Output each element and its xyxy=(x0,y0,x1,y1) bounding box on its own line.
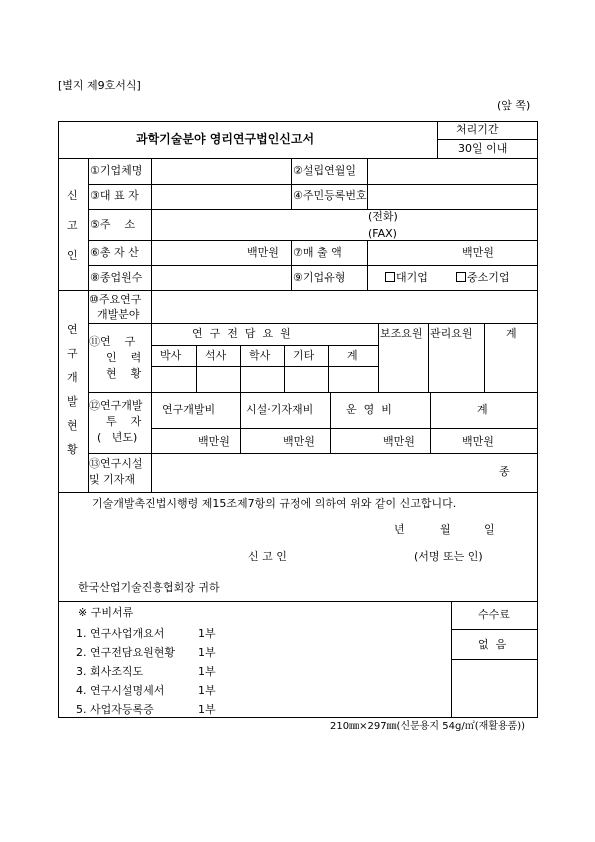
dedicated-staff-header: 연 구 전 담 요 원 xyxy=(192,327,291,340)
ceo-field[interactable] xyxy=(152,185,290,208)
sales-label: ⑦매 출 액 xyxy=(293,246,342,259)
company-name-field[interactable] xyxy=(152,159,290,183)
document-qty: 1부 xyxy=(198,703,216,716)
facility-cost-header: 시설·기자재비 xyxy=(246,403,314,416)
staff-label-1: ⑪연 구 xyxy=(89,335,136,348)
establishment-date-field[interactable] xyxy=(368,159,537,183)
page-side-label: (앞 쪽) xyxy=(497,99,531,112)
main-field-input[interactable] xyxy=(152,291,537,322)
main-field-label-2: 개발분야 xyxy=(97,308,140,321)
form-title: 과학기술분야 영리연구법인신고서 xyxy=(136,132,315,146)
assistant-staff-header: 보조요원 xyxy=(380,327,423,340)
degree-other: 기타 xyxy=(293,349,315,362)
total-cost-unit[interactable]: 백만원 xyxy=(462,435,494,448)
required-documents-header: ※ 구비서류 xyxy=(78,606,134,619)
total-assets-unit[interactable]: 백만원 xyxy=(247,246,279,259)
main-field-label: ⑩주요연구 xyxy=(89,293,142,306)
investment-year[interactable]: ( 년도) xyxy=(97,431,138,444)
fee-value: 없 음 xyxy=(478,638,507,651)
degree-bachelors: 학사 xyxy=(249,349,271,362)
resident-number-label: ④주민등록번호 xyxy=(293,189,367,202)
signature-field[interactable]: (서명 또는 인) xyxy=(414,550,483,563)
total-assets-label: ⑥총 자 산 xyxy=(90,246,139,259)
company-type-small[interactable]: 중소기업 xyxy=(456,272,510,283)
facility-label-1: ⑬연구시설 xyxy=(89,457,143,470)
document-qty: 1부 xyxy=(198,684,216,697)
document-item: 4. 연구시설명세서 xyxy=(76,684,165,697)
company-name-label: ①기업체명 xyxy=(90,164,143,177)
phone-label: (전화) xyxy=(368,210,398,223)
facility-unit[interactable]: 종 xyxy=(499,465,510,478)
checkbox-sme[interactable] xyxy=(456,272,466,282)
date-day-label[interactable]: 일 xyxy=(484,523,495,536)
operating-cost-unit[interactable]: 백만원 xyxy=(383,435,415,448)
resident-number-field[interactable] xyxy=(368,185,537,208)
declaration-statement: 기술개발촉진법시행령 제15조제7항의 규정에 의하여 위와 같이 신고합니다. xyxy=(92,497,457,510)
staff-label-3: 현 황 xyxy=(106,367,142,380)
date-month-label[interactable]: 월 xyxy=(440,523,451,536)
fax-label: (FAX) xyxy=(368,227,397,240)
rnd-cost-unit[interactable]: 백만원 xyxy=(198,435,230,448)
staff-label-2: 인 력 xyxy=(106,351,142,364)
document-item: 3. 회사조직도 xyxy=(76,665,144,678)
checkbox-large-company[interactable] xyxy=(385,272,395,282)
operating-cost-header: 운 영 비 xyxy=(346,403,392,416)
investment-label-2: 투 자 xyxy=(106,415,142,428)
document-item: 1. 연구사업개요서 xyxy=(76,627,165,640)
investment-label-1: ⑫연구개발 xyxy=(89,399,143,412)
declarant-signature-label: 신 고 인 xyxy=(248,550,287,563)
address-label: ⑤주 소 xyxy=(90,218,136,231)
facility-cost-unit[interactable]: 백만원 xyxy=(283,435,315,448)
document-qty: 1부 xyxy=(198,665,216,678)
facility-label-2: 및 기자재 xyxy=(89,473,136,486)
employees-label: ⑧종업원수 xyxy=(90,271,143,284)
company-type-large[interactable]: 대기업 xyxy=(385,272,428,283)
rnd-cost-header: 연구개발비 xyxy=(162,403,216,416)
degree-total: 계 xyxy=(347,349,358,362)
document-qty: 1부 xyxy=(198,646,216,659)
date-year-label[interactable]: 년 xyxy=(394,523,405,536)
form-number-label: [별지 제9호서식] xyxy=(58,79,141,92)
degree-phd: 박사 xyxy=(160,349,182,362)
sales-unit[interactable]: 백만원 xyxy=(462,246,494,259)
document-item: 2. 연구전담요원현황 xyxy=(76,646,176,659)
admin-staff-header: 관리요원 xyxy=(430,327,473,340)
fee-label: 수수료 xyxy=(478,608,510,621)
declarant-section-label: 신 고 인 xyxy=(67,189,78,262)
staff-total-header: 계 xyxy=(506,327,517,340)
document-item: 5. 사업자등록증 xyxy=(76,703,154,716)
research-section-label: 연 구 개 발 현 황 xyxy=(67,323,78,456)
cost-total-header: 계 xyxy=(477,403,488,416)
address-field[interactable] xyxy=(152,210,366,239)
paper-specification: 210㎜×297㎜(신문용지 54g/㎡(재활용품)) xyxy=(330,721,526,732)
processing-period-value: 30일 이내 xyxy=(458,142,508,155)
establishment-date-label: ②설립연월일 xyxy=(293,164,356,177)
degree-masters: 석사 xyxy=(205,349,227,362)
document-qty: 1부 xyxy=(198,627,216,640)
processing-period-label: 처리기간 xyxy=(456,123,499,136)
ceo-label: ③대 표 자 xyxy=(90,189,139,202)
company-type-label: ⑨기업유형 xyxy=(293,271,346,284)
recipient: 한국산업기술진흥협회장 귀하 xyxy=(78,581,220,594)
employees-field[interactable] xyxy=(152,266,290,289)
